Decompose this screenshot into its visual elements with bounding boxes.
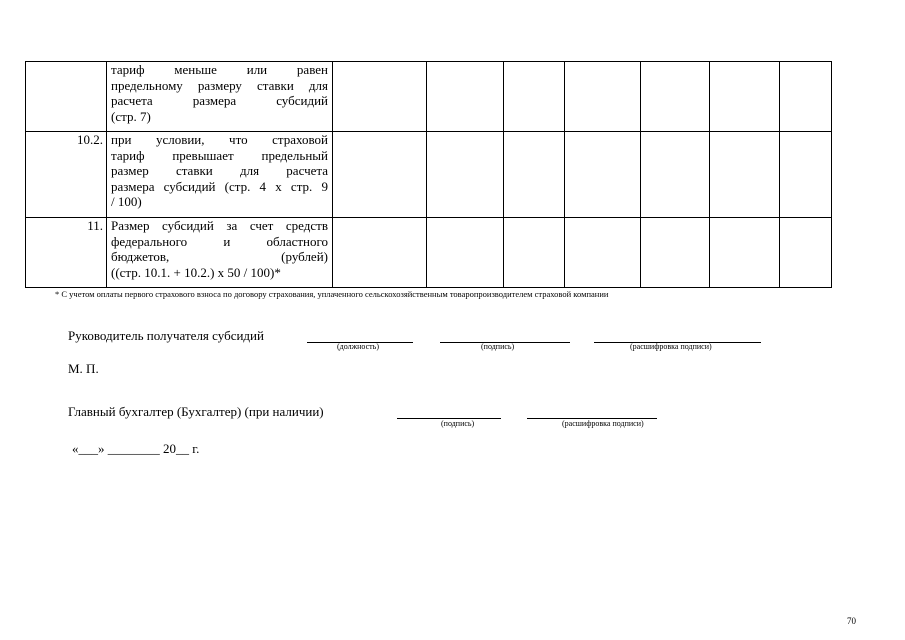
- page-number: 70: [847, 616, 856, 626]
- accountant-label: Главный бухгалтер (Бухгалтер) (при наличии): [68, 404, 324, 419]
- desc-line: тариф превышает предельный: [111, 147, 328, 163]
- row-description: [107, 218, 333, 288]
- table-cell: [641, 62, 710, 132]
- desc-line: предельному размеру ставки для: [111, 77, 328, 93]
- table-cell: [565, 62, 641, 132]
- table-cell: [333, 132, 427, 218]
- row-description: [107, 132, 333, 218]
- desc-line: размера субсидий (стр. 4 х стр. 9: [111, 178, 328, 194]
- desc-line: (стр. 7): [111, 108, 151, 124]
- caption-signature-decode: (расшифровка подписи): [630, 342, 712, 351]
- table-cell: [780, 62, 832, 132]
- desc-line: федерального и областного: [111, 233, 328, 249]
- row-number: 10.2.: [26, 132, 107, 218]
- table-cell: [333, 218, 427, 288]
- table-cell: [641, 218, 710, 288]
- table-cell: [427, 62, 504, 132]
- table-cell: [710, 132, 780, 218]
- subsidy-calculation-table: [25, 61, 832, 288]
- caption-accountant-decode: (расшифровка подписи): [562, 419, 644, 428]
- desc-line: ((стр. 10.1. + 10.2.) х 50 / 100)*: [111, 264, 281, 280]
- table-cell: [780, 218, 832, 288]
- date-line: «___» ________ 20__ г.: [72, 441, 200, 456]
- caption-accountant-signature: (подпись): [441, 419, 475, 428]
- head-label: Руководитель получателя субсидий: [68, 328, 264, 343]
- desc-line: / 100): [111, 194, 142, 209]
- desc-line: размер ставки для расчета: [111, 163, 328, 178]
- caption-signature: (подпись): [481, 342, 515, 351]
- row-number: [26, 62, 107, 132]
- table-cell: [641, 132, 710, 218]
- table-cell: [710, 218, 780, 288]
- table-cell: [565, 218, 641, 288]
- table-cell: [333, 62, 427, 132]
- table-cell: [504, 132, 565, 218]
- row-description: [107, 62, 333, 132]
- table-cell: [504, 218, 565, 288]
- table-row: [26, 218, 832, 288]
- table-cell: [710, 62, 780, 132]
- table-cell: [427, 218, 504, 288]
- table-cell: [780, 132, 832, 218]
- desc-line: при условии, что страховой: [111, 132, 328, 147]
- table-row: [26, 132, 832, 218]
- desc-line: тариф меньше или равен: [111, 62, 328, 77]
- table-cell: [427, 132, 504, 218]
- desc-line: расчета размера субсидий: [111, 93, 328, 108]
- desc-line: бюджетов, (рублей): [111, 249, 328, 264]
- table-cell: [565, 132, 641, 218]
- row-number: 11.: [26, 218, 107, 288]
- table-row: [26, 62, 832, 132]
- table-cell: [504, 62, 565, 132]
- footnote: * С учетом оплаты первого страхового взноса по договору страхования, уплаченного сельскохозяйственным товаропроизводителем страховой компании: [55, 289, 609, 299]
- stamp-mark: М. П.: [68, 361, 99, 376]
- caption-position: (должность): [337, 342, 379, 351]
- desc-line: Размер субсидий за счет средств: [111, 218, 328, 233]
